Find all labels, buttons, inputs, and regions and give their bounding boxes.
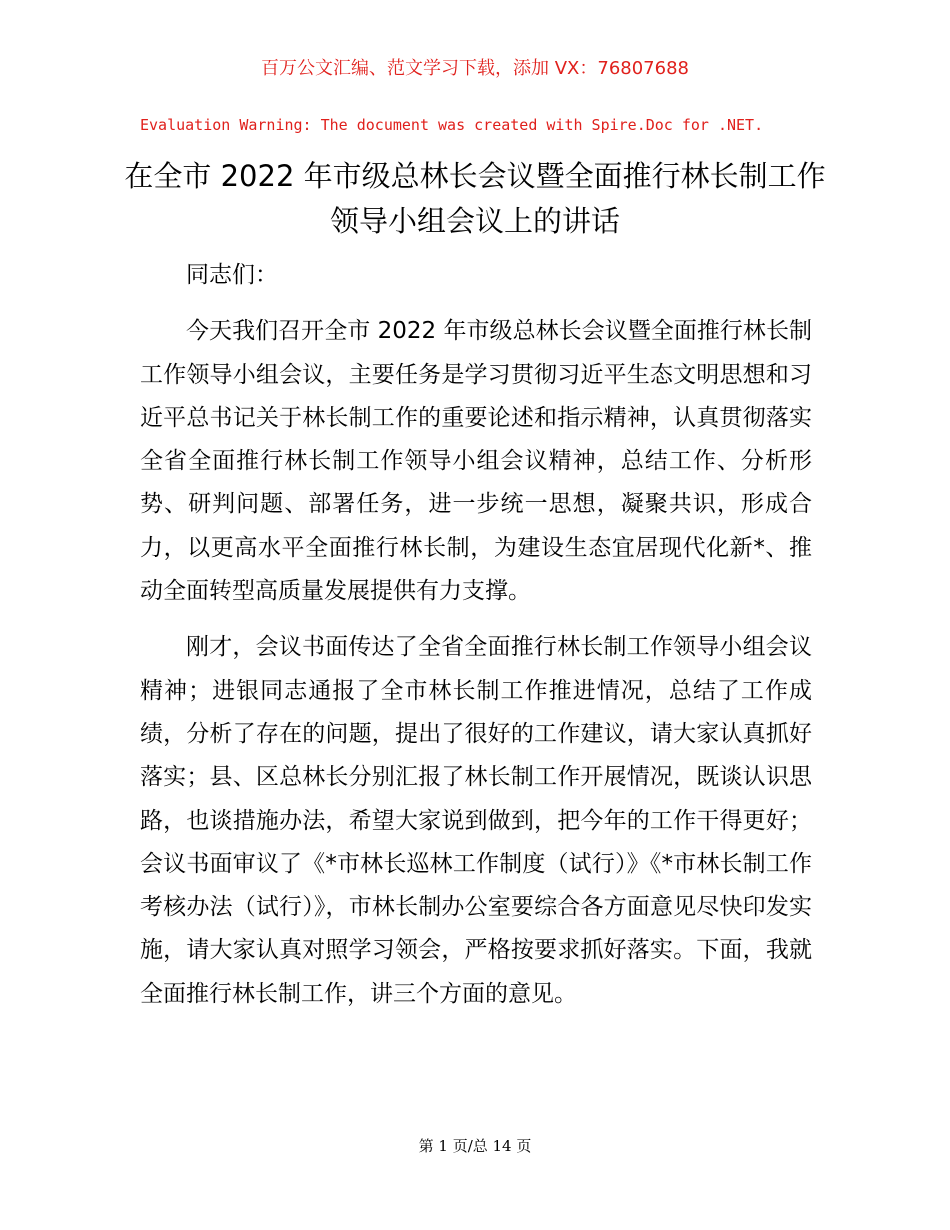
page-footer: 第 1 页/总 14 页: [418, 1137, 532, 1155]
salutation: 同志们：: [186, 262, 278, 288]
header-banner: 百万公文汇编、范文学习下载，添加 VX：76807688: [261, 58, 689, 79]
document-body: [140, 254, 812, 1029]
paragraph: 刚才，会议书面传达了全省全面推行林长制工作领导小组会议精神；进银同志通报了全市林长制工作推进情况，总结了工作成绩，分析了存在的问题，提出了很好的工作建议，请大家认真抓好落实；县、区总林长分别汇报了林长制工作开展情况，既谈认识思路，也谈措施办法，希望大家说到做到，把今年的工作干得更好；会议书面审议了《*市林长巡林工作制度（试行）》《*市林长制工作考核办法（试行）》，市林长制办公室要综合各方面意见尽快印发实施，请大家认真对照学习领会，严格按要求抓好落实。下面，我就全面推行林长制工作，讲三个方面的意见。: [140, 634, 812, 1007]
evaluation-warning: Evaluation Warning: The document was created with Spire.Doc for .NET.: [140, 116, 764, 134]
paragraph: 今天我们召开全市 2022 年市级总林长会议暨全面推行林长制工作领导小组会议，主要任务是学习贯彻习近平生态文明思想和习近平总书记关于林长制工作的重要论述和指示精神，认真贯彻落实全省全面推行林长制工作领导小组会议精神，总结工作、分析形势、研判问题、部署任务，进一步统一思想，凝聚共识，形成合力，以更高水平全面推行林长制，为建设生态宜居现代化新*、推动全面转型高质量发展提供有力支撑。: [140, 318, 812, 605]
document-title: 在全市 2022 年市级总林长会议暨全面推行林长制工作领导小组会议上的讲话: [124, 159, 826, 238]
